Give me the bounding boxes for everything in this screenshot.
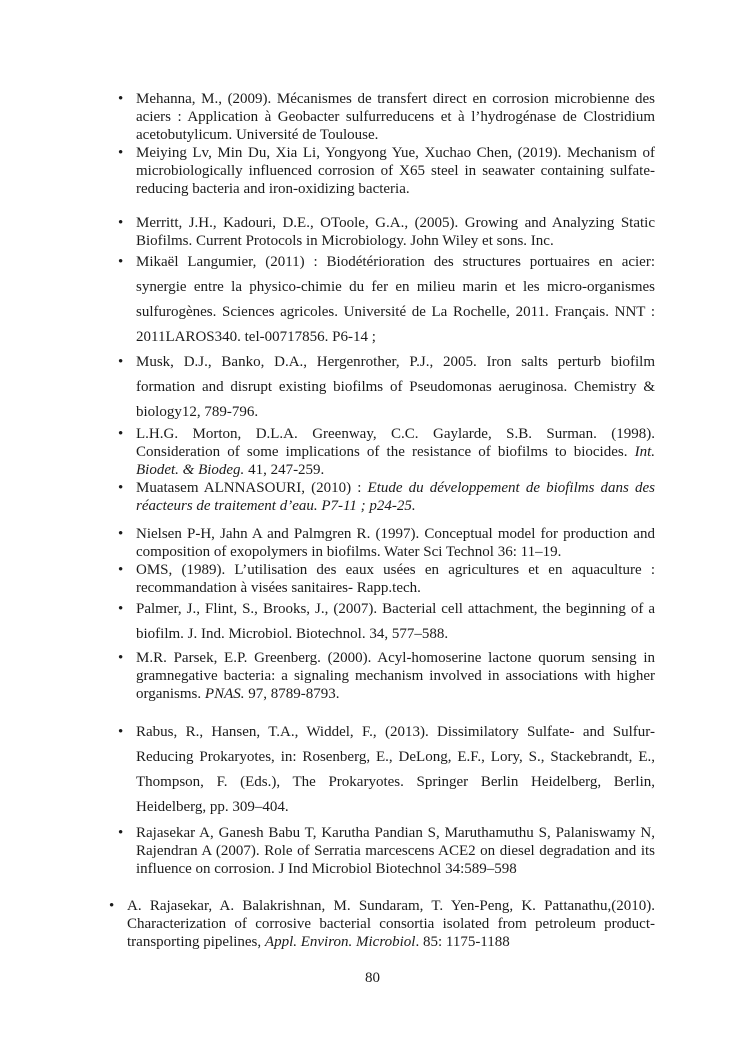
reference-item xyxy=(108,897,655,951)
reference-segment: Palmer, J., Flint, S., Brooks, J., (2007). Bacterial cell attachment, the beginning of a biofilm. J. Ind. Microbiol. Biotechnol. 34, 577–588. xyxy=(136,601,655,642)
reference-segment: A. Rajasekar, A. Balakrishnan, M. Sundaram, T. Yen-Peng, K. Pattanathu,(2010). Characterization of corrosive bacterial consortia isolated from petroleum product-transporting pipelines, xyxy=(127,898,655,950)
bullet-icon: • xyxy=(118,426,124,442)
bullet-icon: • xyxy=(118,215,124,231)
reference-segment-italic: PNAS. xyxy=(204,686,245,702)
bullet-icon: • xyxy=(118,601,124,617)
reference-text xyxy=(136,480,655,514)
reference-item xyxy=(117,350,655,425)
reference-text xyxy=(136,650,655,702)
reference-item xyxy=(117,479,655,515)
reference-text xyxy=(136,91,655,143)
reference-item xyxy=(117,720,655,820)
reference-segment: Rajasekar A, Ganesh Babu T, Karutha Pandian S, Maruthamuthu S, Palaniswamy N, Rajendran A (2007). Role of Serratia marcescens ACE2 on diesel degradation and its influence on corrosion. J Ind Microbiol Biotechnol 34:589–598 xyxy=(136,825,655,877)
bullet-icon: • xyxy=(118,91,124,107)
reference-text xyxy=(136,724,655,815)
bullet-icon: • xyxy=(118,254,124,270)
bullet-icon: • xyxy=(118,526,124,542)
reference-text xyxy=(136,145,655,197)
bullet-icon: • xyxy=(118,650,124,666)
reference-segment: Mikaël Langumier, (2011) : Biodétérioration des structures portuaires en acier: synergie entre la physico-chimie du fer en milieu marin et les micro-organismes sulfurogènes. Sciences agricoles. Université de La Rochelle, 2011. Français. NNT : 2011LAROS340. tel-00717856. P6-14 ; xyxy=(136,254,655,345)
reference-segment: Merritt, J.H., Kadouri, D.E., OToole, G.A., (2005). Growing and Analyzing Static Biofilms. Current Protocols in Microbiology. John Wiley et sons. Inc. xyxy=(136,215,655,249)
reference-text xyxy=(127,898,655,950)
reference-item xyxy=(117,824,655,878)
bullet-icon: • xyxy=(118,354,124,370)
reference-segment: Muatasem ALNNASOURI, (2010) : xyxy=(136,480,368,496)
reference-item xyxy=(117,597,655,647)
bullet-icon: • xyxy=(109,898,115,914)
reference-segment: Nielsen P-H, Jahn A and Palmgren R. (1997). Conceptual model for production and composition of exopolymers in biofilms. Water Sci Technol 36: 11–19. xyxy=(136,526,655,560)
reference-segment: M.R. Parsek, E.P. Greenberg. (2000). Acyl-homoserine lactone quorum sensing in gramnegative bacteria: a signaling mechanism involved in associations with higher organisms. xyxy=(136,650,655,702)
bullet-icon: • xyxy=(118,145,124,161)
reference-segment: Meiying Lv, Min Du, Xia Li, Yongyong Yue, Xuchao Chen, (2019). Mechanism of microbiologically influenced corrosion of X65 steel in seawater containing sulfate-reducing bacteria and iron-oxidizing bacteria. xyxy=(136,145,655,197)
reference-item xyxy=(117,144,655,198)
page-number: 80 xyxy=(365,970,380,986)
reference-segment: . 85: 1175-1188 xyxy=(415,934,510,950)
references-list xyxy=(109,90,655,951)
reference-item xyxy=(117,525,655,561)
reference-item xyxy=(117,250,655,350)
reference-segment-italic: Appl. Environ. Microbiol xyxy=(264,934,416,950)
bullet-icon: • xyxy=(118,825,124,841)
reference-segment: 97, 8789-8793. xyxy=(244,686,340,702)
reference-text xyxy=(136,526,655,560)
reference-text xyxy=(136,354,655,420)
reference-segment: L.H.G. Morton, D.L.A. Greenway, C.C. Gaylarde, S.B. Surman. (1998). Consideration of some implications of the resistance of biofilms to biocides. xyxy=(136,426,655,460)
reference-segment: OMS, (1989). L’utilisation des eaux usées en agricultures et en aquaculture : recommandation à visées sanitaires- Rapp.tech. xyxy=(136,562,655,596)
reference-text xyxy=(136,825,655,877)
reference-text xyxy=(136,426,655,478)
reference-text xyxy=(136,254,655,345)
reference-text xyxy=(136,562,655,596)
reference-segment-italic: Etude du développement de biofilms dans des réacteurs de traitement d’eau. P7-11 ; p24-25. xyxy=(136,480,655,514)
reference-segment-italic: Int. Biodet. & Biodeg. xyxy=(136,444,655,478)
reference-text xyxy=(136,601,655,642)
reference-segment: Mehanna, M., (2009). Mécanismes de transfert direct en corrosion microbienne des aciers : Application à Geobacter sulfurreducens et à l’hydrogénase de Clostridium acetobutylicum. Université de Toulouse. xyxy=(136,91,655,143)
reference-segment: Rabus, R., Hansen, T.A., Widdel, F., (2013). Dissimilatory Sulfate- and Sulfur-Reducing Prokaryotes, in: Rosenberg, E., DeLong, E.F., Lory, S., Stackebrandt, E., Thompson, F. (Eds.), The Prokaryotes. Springer Berlin Heidelberg, Berlin, Heidelberg, pp. 309–404. xyxy=(136,724,655,815)
bullet-icon: • xyxy=(118,480,124,496)
reference-item xyxy=(117,649,655,703)
reference-segment: 41, 247-259. xyxy=(244,462,325,478)
reference-item xyxy=(117,214,655,250)
reference-item xyxy=(117,425,655,479)
reference-item xyxy=(117,90,655,144)
reference-item xyxy=(117,561,655,597)
bullet-icon: • xyxy=(118,724,124,740)
bullet-icon: • xyxy=(118,562,124,578)
reference-segment: Musk, D.J., Banko, D.A., Hergenrother, P.J., 2005. Iron salts perturb biofilm formation and disrupt existing biofilms of Pseudomonas aeruginosa. Chemistry & biology12, 789-796. xyxy=(136,354,655,420)
reference-text xyxy=(136,215,655,249)
